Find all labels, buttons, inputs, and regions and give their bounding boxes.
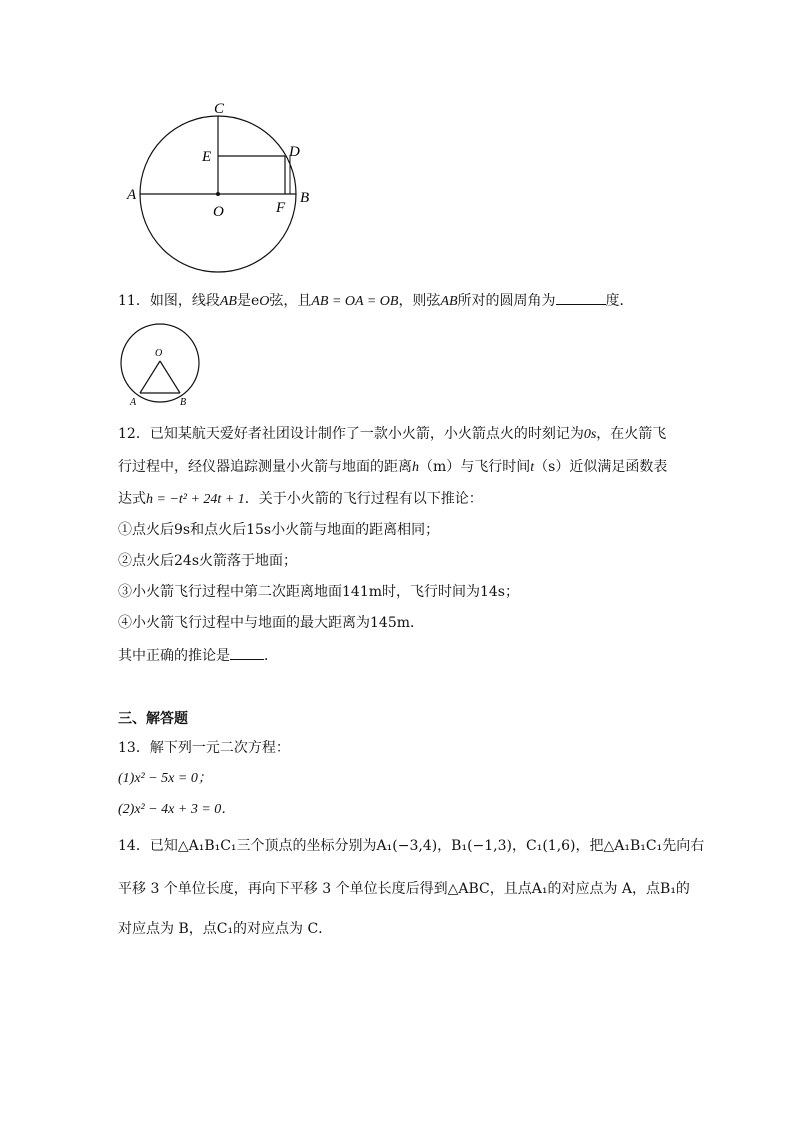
circle-figure-2 <box>118 323 204 409</box>
q13-number: 13． <box>118 740 150 756</box>
label-f: F <box>276 200 286 216</box>
circle-figure-1 <box>118 95 328 280</box>
q11-number: 11． <box>118 293 150 309</box>
q13-line <box>118 738 290 758</box>
label-a: A <box>127 187 137 203</box>
q14-line-2: 平移 3 个单位长度，再向下平移 3 个单位长度后得到△ABC，且点A₁的对应点为 A，点B₁的 <box>118 881 690 897</box>
circle-o-small <box>121 324 199 402</box>
q14-number: 14． <box>118 838 150 854</box>
q12-line-2 <box>118 457 667 478</box>
q11-circle-symbol: e <box>250 293 260 309</box>
q14-text-1: 已知△A₁B₁C₁三个顶点的坐标分别为A₁(−3,4)，B₁(−1,3)，C₁(1,6)，把△A₁B₁C₁先向右 <box>149 838 705 854</box>
q14-line-3: 对应点为 B，点C₁的对应点为 C． <box>118 921 333 937</box>
q11-text-5: 所对的圆周角为 <box>457 293 556 309</box>
q12-text-3a: 达式 <box>118 491 146 507</box>
q12-text-2c: （s）近似满足函数表 <box>534 459 668 475</box>
q11-answer-blank <box>556 290 606 305</box>
q11-expression: AB = OA = OB <box>311 294 399 309</box>
q12-text-1b: ，在火箭飞 <box>596 426 667 442</box>
q12-text-2a: 行过程中，经仪器追踪测量小火箭与地面的距离 <box>118 459 412 475</box>
section-3-title: 三、解答题 <box>118 711 188 727</box>
q12-item-4: ④小火箭飞行过程中与地面的最大距离为145m． <box>118 615 424 631</box>
q12-item-2: ②点火后24s火箭落于地面； <box>118 553 297 569</box>
small-label-o: O <box>155 348 163 359</box>
q12-zero: 0s <box>583 427 597 442</box>
q12-line-3 <box>118 489 483 510</box>
q12-end: ． <box>264 648 278 664</box>
label-o: O <box>213 204 224 220</box>
q11-text-1: 如图，线段 <box>149 293 220 309</box>
point-o <box>216 192 220 196</box>
q12-answer-blank <box>230 645 264 660</box>
label-c: C <box>214 101 225 117</box>
q12-text-3b: ．关于小火箭的飞行过程有以下推论： <box>244 491 483 507</box>
q12-text-1: 已知某航天爱好者社团设计制作了一款小火箭，小火箭点火的时刻记为 <box>149 426 584 442</box>
q11-text-4: ，则弦 <box>398 293 441 309</box>
q12-item-3: ③小火箭飞行过程中第二次距离地面141m时，飞行时间为14s； <box>118 584 519 600</box>
question-11 <box>118 290 634 312</box>
q14-line-1 <box>118 836 704 856</box>
small-label-b: B <box>180 397 187 408</box>
q13-text: 解下列一元二次方程： <box>149 740 290 756</box>
q13-part-1: (1)x² − 5x = 0； <box>118 771 212 786</box>
q12-line-1 <box>118 424 666 445</box>
q12-t: t <box>530 460 535 475</box>
q11-ab-2: AB <box>440 294 458 309</box>
q12-text-2b: （m）与飞行时间 <box>419 459 531 475</box>
q12-conclusion-text: 其中正确的推论是 <box>118 648 230 664</box>
small-label-a: A <box>130 397 137 408</box>
q11-o: O <box>259 294 270 309</box>
q11-text-2: 是 <box>236 293 251 309</box>
q11-ab-1: AB <box>219 294 237 309</box>
segment-ob <box>160 361 180 393</box>
q11-text-3: 弦，且 <box>269 293 312 309</box>
label-d: D <box>289 144 300 160</box>
q12-number: 12． <box>118 426 150 442</box>
q12-h: h <box>412 460 419 475</box>
label-e: E <box>202 149 212 165</box>
q12-formula: h = −t² + 24t + 1 <box>146 492 245 507</box>
segment-oa <box>140 361 160 393</box>
q11-text-6: 度． <box>605 293 634 309</box>
q12-conclusion <box>118 645 278 666</box>
q12-item-1: ①点火后9s和点火后15s小火箭与地面的距离相同； <box>118 522 440 538</box>
label-b: B <box>300 190 310 206</box>
q13-part-2: (2)x² − 4x + 3 = 0． <box>118 802 236 817</box>
